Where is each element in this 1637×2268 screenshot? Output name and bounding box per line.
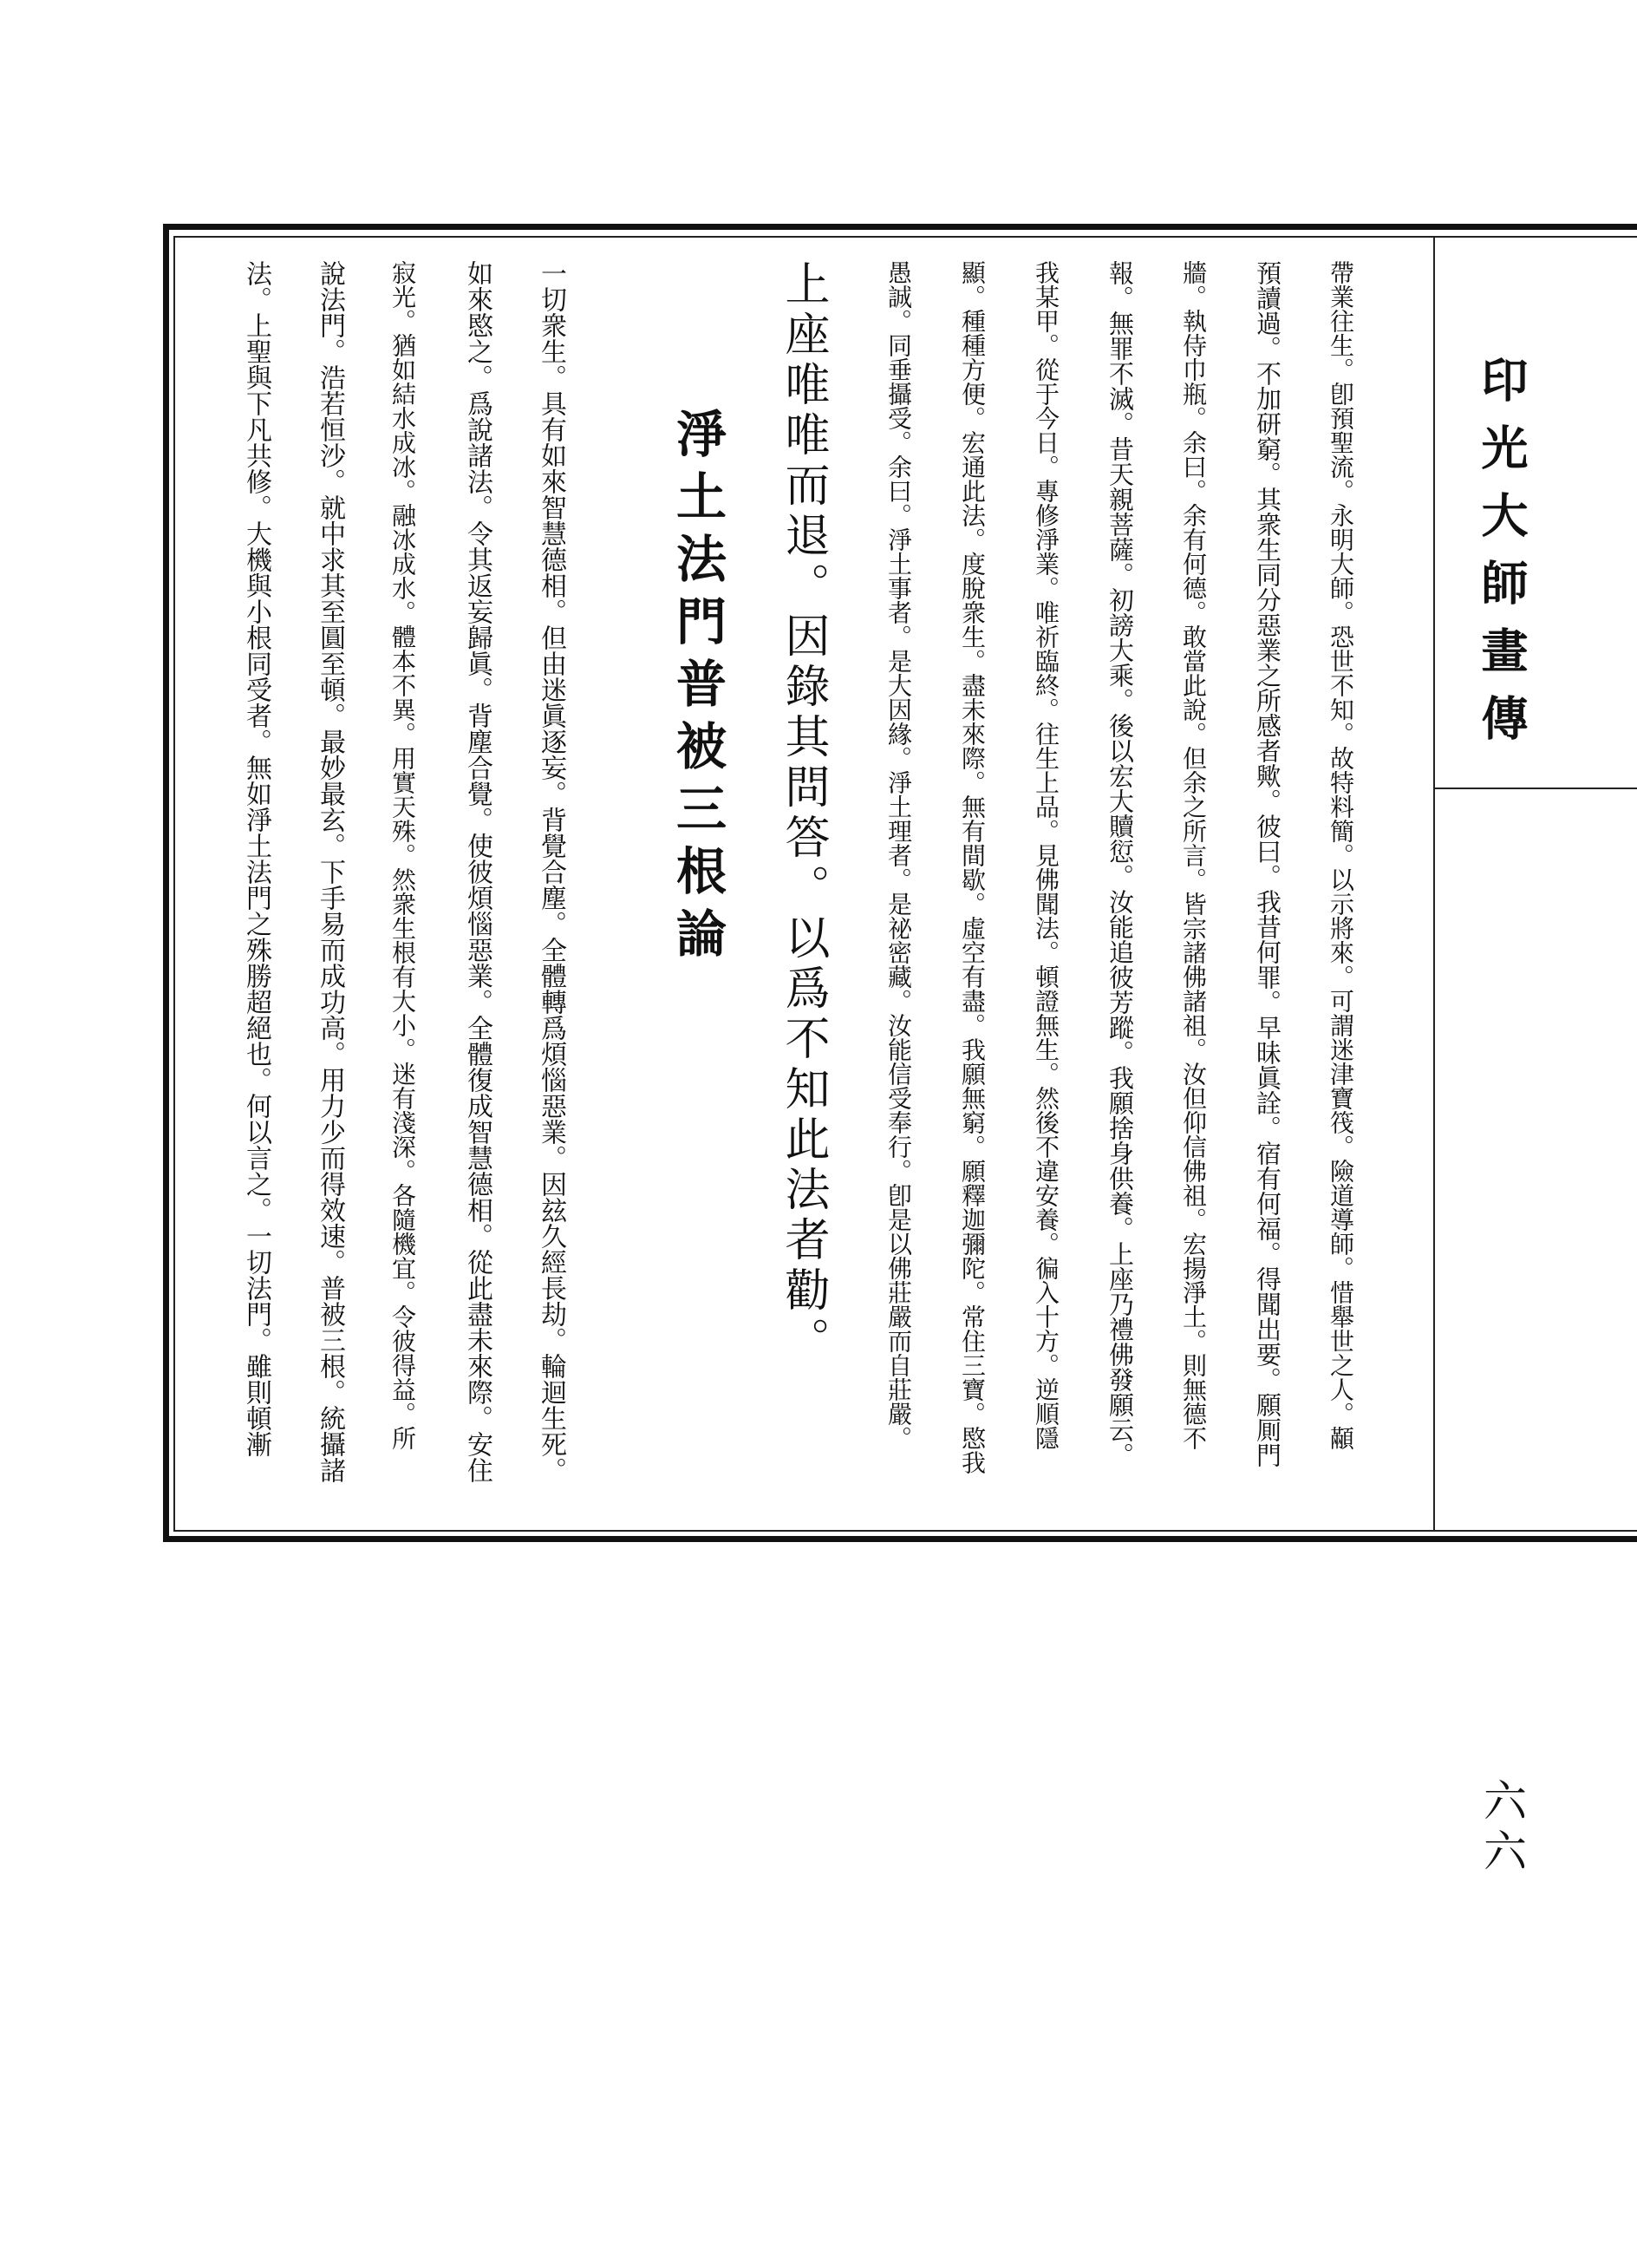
text-column: 牆。執侍巾瓶。余曰。余有何德。敢當此說。但余之所言。皆宗諸佛諸祖。汝但仰信佛祖。宏揚淨土。則無德不 [1179,260,1208,1450]
section-title: 淨土法門普被三根論 [668,408,727,970]
text-column: 上座唯唯而退。因錄其問答。以爲不知此法者勸。 [777,260,829,1367]
text-column: 顯。種種方便。宏通此法。度脫衆生。盡未來際。無有間歇。虛空有盡。我願無窮。願釋迦彌陀。常住三寶。愍我 [958,260,987,1474]
text-column: 說法門。浩若恒沙。就中求其至圓至頓。最妙最玄。下手易而成功高。用力少而得效速。普被三根。統攝諸 [315,260,345,1483]
margin-rule-top [1435,788,1637,789]
text-column: 我某甲。從于今日。專修淨業。唯祈臨終。往生上品。見佛聞法。頓證無生。然後不違安養。徧入十方。逆順隱 [1032,260,1060,1450]
text-column: 報。無罪不滅。昔天親菩薩。初謗大乘。後以宏大贖愆。汝能追彼芳蹤。我願捨身供養。上座乃禮佛發願云。 [1105,260,1135,1467]
margin-divider [1433,236,1435,1532]
text-column: 寂光。猶如結水成冰。融冰成水。體本不異。用實天殊。然衆生根有大小。迷有淺深。各隨機宜。令彼得益。所 [388,260,417,1450]
text-column: 如來愍之。爲說諸法。令其返妄歸眞。背塵合覺。使彼煩惱惡業。全體復成智慧德相。從此盡未來際。安住 [462,260,492,1483]
book-title: 印光大師畫傳 [1474,356,1529,761]
text-column: 帶業往生。卽預聖流。永明大師。恐世不知。故特料簡。以示將來。可謂迷津寶筏。險道導師。惜舉世之人。顢 [1327,260,1355,1450]
page-number: 六六 [1477,1778,1527,1879]
text-column: 預讀過。不加研窮。其衆生同分惡業之所感者歟。彼曰。我昔何罪。早昧眞詮。宿有何福。得聞出要。願厠門 [1253,260,1282,1467]
text-column: 一切衆生。具有如來智慧德相。但由迷眞逐妄。背覺合塵。全體轉爲煩惱惡業。因玆久經長劫。輪迴生死。 [536,260,566,1483]
text-column: 愚誠。同垂攝受。余曰。淨土事者。是大因緣。淨土理者。是祕密藏。汝能信受奉行。卽是以佛莊嚴而自莊嚴。 [884,260,913,1450]
text-column: 法。上聖與下凡共修。大機與小根同受者。無如淨土法門之殊勝超絕也。何以言之。一切法門。雖則頓漸 [241,260,271,1457]
